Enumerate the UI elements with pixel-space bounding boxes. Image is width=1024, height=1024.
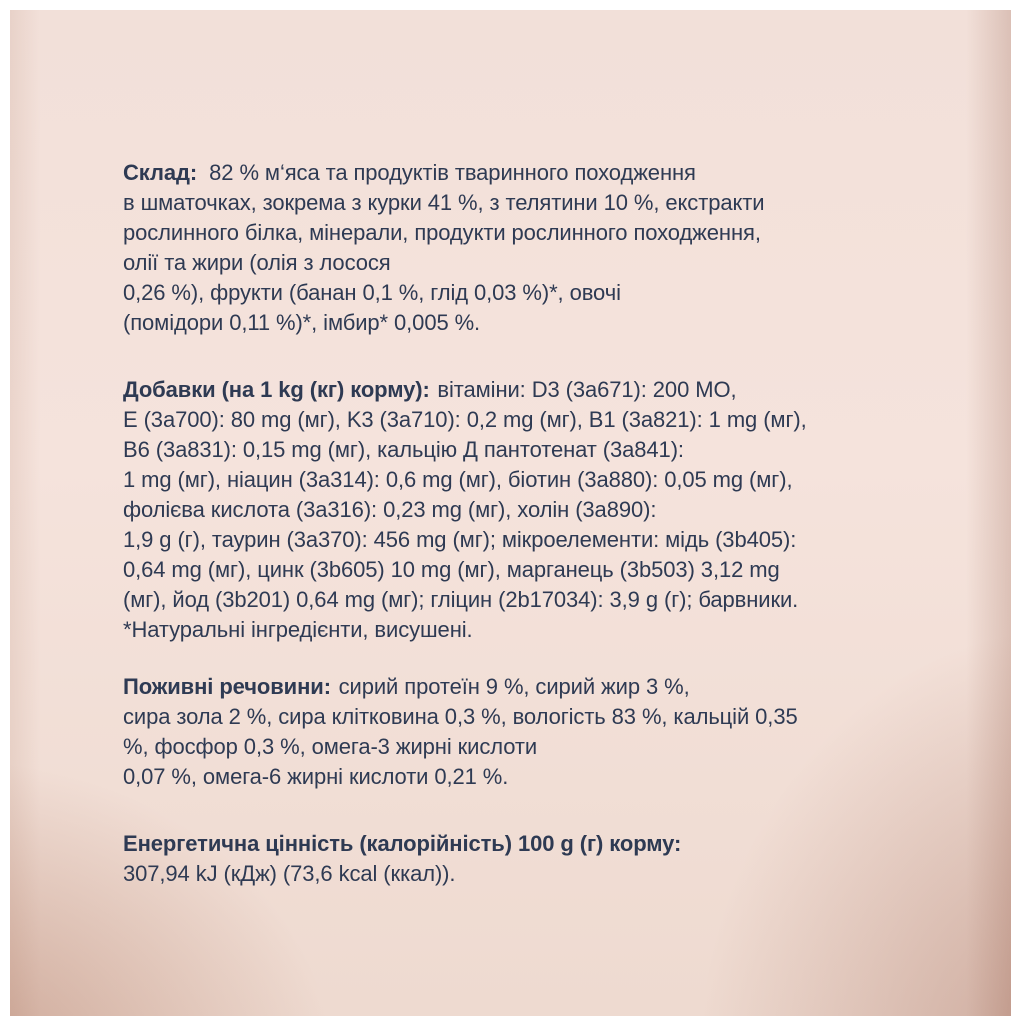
text-line: рослинного білка, мінерали, продукти рослинного походження, <box>123 220 761 245</box>
text-line: (помідори 0,11 %)*, імбир* 0,005 %. <box>123 310 481 335</box>
nutrients-heading: Поживні речовини: <box>123 674 331 699</box>
text-line <box>123 158 943 188</box>
text-line: фолієва кислота (3a316): 0,23 mg (мг), холін (3a890): <box>123 497 657 522</box>
additives-heading: Добавки (на 1 kg (кг) корму): <box>123 377 430 402</box>
text-line <box>123 375 943 405</box>
text-line: *Натуральні інгредієнти, висушені. <box>123 617 473 642</box>
text-line: сира зола 2 %, сира клітковина 0,3 %, вологість 83 %, кальцій 0,35 <box>123 704 798 729</box>
energy-heading: Енергетична цінність (калорійність) 100 g (г) корму: <box>123 831 682 856</box>
text-line: олії та жири (олія з лосося <box>123 250 391 275</box>
additives-section <box>123 375 943 645</box>
additives-first-line: вітаміни: D3 (3a671): 200 МО, <box>437 377 737 402</box>
label-text-block <box>123 158 943 889</box>
text-line: %, фосфор 0,3 %, омега-3 жирні кислоти <box>123 734 538 759</box>
composition-heading: Склад: <box>123 160 198 185</box>
text-line <box>123 829 943 859</box>
pet-food-label-card <box>10 10 1011 1016</box>
composition-section <box>123 158 943 338</box>
text-line <box>123 672 943 702</box>
text-line: 307,94 kJ (кДж) (73,6 kcal (ккал)). <box>123 861 456 886</box>
text-line: в шматочках, зокрема з курки 41 %, з телятини 10 %, екстракти <box>123 190 765 215</box>
composition-first-line: 82 % м‘яса та продуктів тваринного походження <box>209 160 696 185</box>
text-line: 0,07 %, омега-6 жирні кислоти 0,21 %. <box>123 764 509 789</box>
text-line: 1,9 g (г), таурин (3a370): 456 mg (мг); мікроелементи: мідь (3b405): <box>123 527 797 552</box>
nutrients-first-line: сирий протеїн 9 %, сирий жир 3 %, <box>338 674 690 699</box>
text-line: 0,64 mg (мг), цинк (3b605) 10 mg (мг), марганець (3b503) 3,12 mg <box>123 557 780 582</box>
text-line: B6 (3a831): 0,15 mg (мг), кальцію Д пантотенат (3a841): <box>123 437 684 462</box>
text-line: E (3a700): 80 mg (мг), K3 (3a710): 0,2 mg (мг), B1 (3a821): 1 mg (мг), <box>123 407 807 432</box>
text-line: 1 mg (мг), ніацин (3a314): 0,6 mg (мг), біотин (3a880): 0,05 mg (мг), <box>123 467 793 492</box>
text-line: (мг), йод (3b201) 0,64 mg (мг); гліцин (2b17034): 3,9 g (г); барвники. <box>123 587 799 612</box>
text-line: 0,26 %), фрукти (банан 0,1 %, глід 0,03 %)*, овочі <box>123 280 621 305</box>
energy-section <box>123 829 943 889</box>
nutrients-section <box>123 672 943 792</box>
